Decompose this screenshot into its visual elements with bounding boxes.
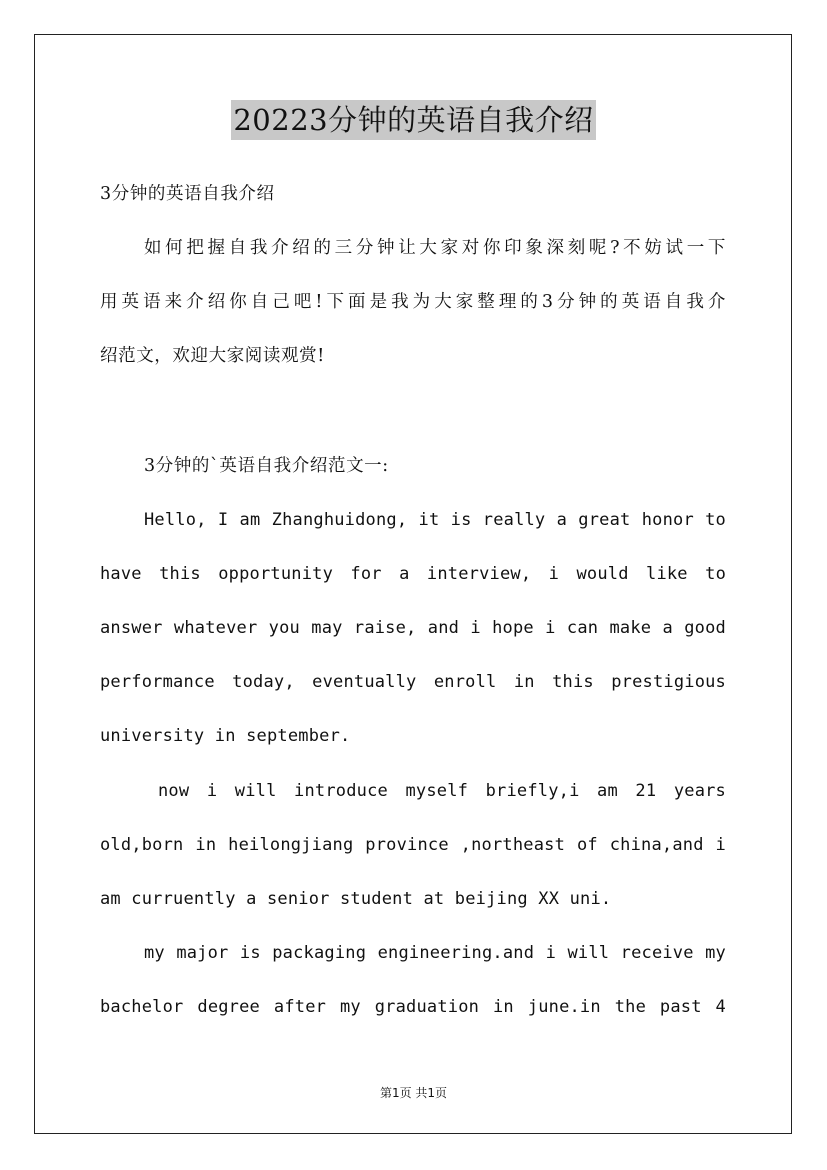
english-line-5: university in september. xyxy=(100,726,351,746)
intro-line-2: 用英语来介绍你自己吧!下面是我为大家整理的3分钟的英语自我介 xyxy=(100,292,726,312)
intro-line-3: 绍范文，欢迎大家阅读观赏! xyxy=(100,346,325,366)
section-heading: 3分钟的`英语自我介绍范文一: xyxy=(144,456,389,476)
english-line-10: bachelor degree after my graduation in june.in the past 4 xyxy=(100,997,726,1017)
english-line-4: performance today, eventually enroll in this prestigious xyxy=(100,672,726,692)
english-line-7: old,born in heilongjiang province ,northeast of china,and i xyxy=(100,835,726,855)
english-line-8: am curruently a senior student at beijing XX uni. xyxy=(100,889,612,909)
english-line-6: now i will introduce myself briefly,i am 21 years xyxy=(158,781,726,801)
page-footer: 第1页 共1页 xyxy=(379,1086,448,1100)
english-line-2: have this opportunity for a interview, i would like to xyxy=(100,564,726,584)
english-line-1: Hello, I am Zhanghuidong, it is really a great honor to xyxy=(144,510,726,530)
document-title: 20223分钟的英语自我介绍 xyxy=(231,100,595,140)
document-subtitle: 3分钟的英语自我介绍 xyxy=(100,184,275,204)
english-line-9: my major is packaging engineering.and i will receive my xyxy=(144,943,726,963)
title-container xyxy=(0,100,827,140)
english-line-3: answer whatever you may raise, and i hope i can make a good xyxy=(100,618,726,638)
intro-line-1: 如何把握自我介绍的三分钟让大家对你印象深刻呢?不妨试一下 xyxy=(144,238,726,258)
